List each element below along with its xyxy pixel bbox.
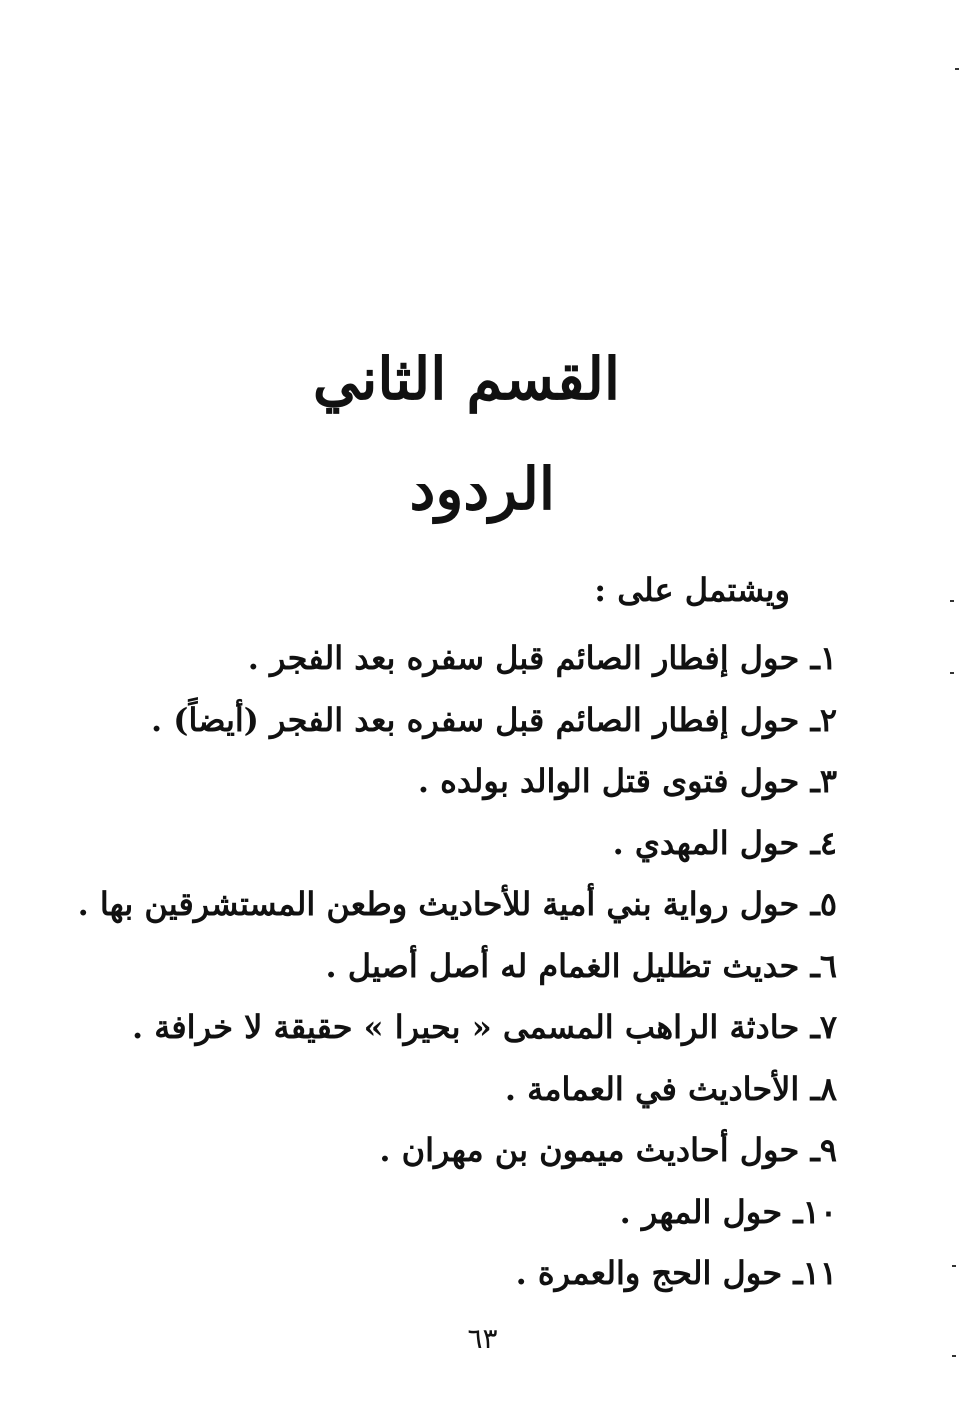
list-item: ٣ـ حول فتوى قتل الوالد بولده . — [417, 762, 837, 800]
list-item: ٩ـ حول أحاديث ميمون بن مهران . — [379, 1131, 837, 1169]
section-subtitle: الردود — [409, 455, 555, 523]
list-item: ٥ـ حول رواية بني أمية للأحاديث وطعن المستشرقين بها . — [77, 885, 837, 923]
list-item: ٦ـ حديث تظليل الغمام له أصل أصيل . — [325, 946, 837, 985]
scan-speck — [950, 672, 954, 674]
list-item: ٢ـ حول إفطار الصائم قبل سفره بعد الفجر (أيضاً) . — [151, 700, 837, 739]
list-item: ٤ـ حول المهدي . — [612, 823, 837, 862]
list-item: ٨ـ الأحاديث في العمامة . — [504, 1069, 837, 1108]
list-item: ٧ـ حادثة الراهب المسمى « بحيرا » حقيقة لا خرافة . — [131, 1008, 837, 1046]
page-number: ٦٣ — [467, 1322, 498, 1355]
contents-list — [78, 628, 837, 1305]
intro-text: ويشتمل على : — [594, 571, 790, 609]
section-title: القسم الثاني — [312, 345, 620, 413]
list-item: ١ـ حول إفطار الصائم قبل سفره بعد الفجر . — [247, 639, 837, 677]
scan-speck — [955, 68, 959, 70]
scan-speck — [952, 1355, 956, 1357]
scan-speck — [952, 1265, 956, 1267]
list-item: ١١ـ حول الحج والعمرة . — [515, 1254, 837, 1292]
scan-speck — [950, 600, 954, 602]
list-item: ١٠ـ حول المهر . — [619, 1192, 837, 1231]
